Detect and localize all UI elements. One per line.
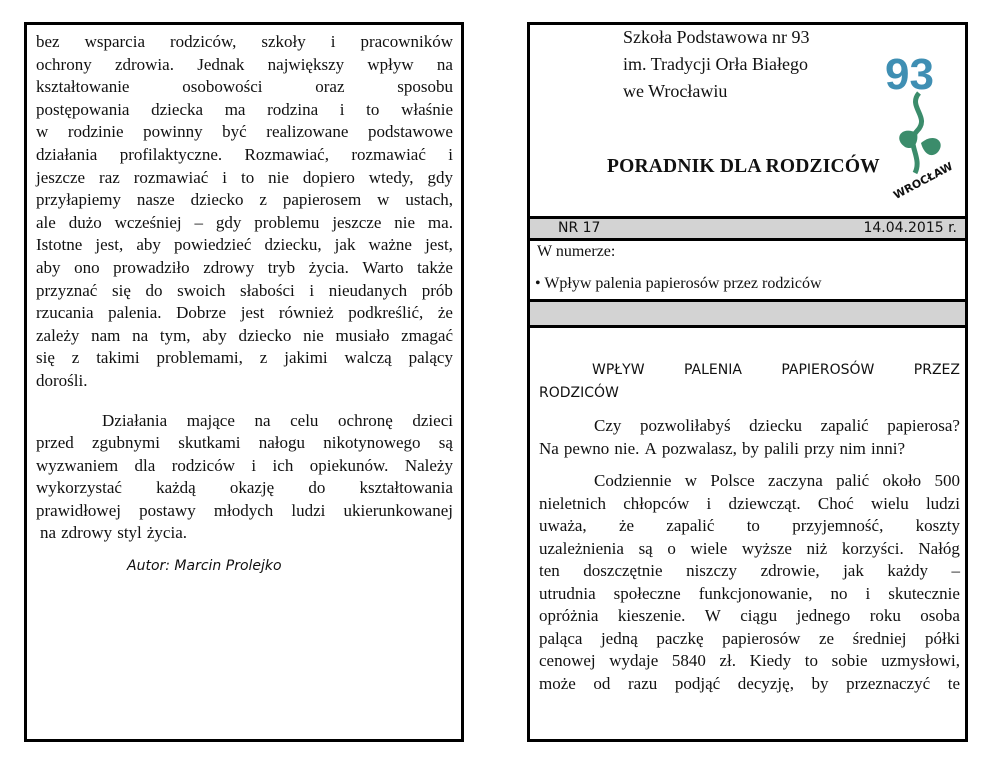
masthead bbox=[530, 25, 965, 219]
issue-bar bbox=[530, 219, 965, 241]
text-line: opróżnia kieszenie. W ciągu jednego roku osoba bbox=[539, 606, 960, 625]
article bbox=[539, 359, 960, 695]
text-line: w rodzinie powinny być realizowane podstawowe bbox=[36, 122, 453, 142]
text-line: ten doszczętnie niszczy zdrowie, jak każdy – bbox=[539, 561, 960, 580]
text-line: działania profilaktyczne. Rozmawiać, rozmawiać i bbox=[36, 144, 453, 164]
author-signature: Autor: Marcin Prolejko bbox=[127, 558, 282, 575]
text-line: przed zgubnymi skutkami nałogu nikotynowego są bbox=[36, 433, 453, 453]
text-line: Istotne jest, aby powiedzieć dziecku, jak ważne jest, bbox=[36, 235, 453, 255]
contents-heading: W numerze: bbox=[537, 243, 616, 260]
paragraph-2 bbox=[36, 410, 453, 546]
separator-bar bbox=[530, 302, 965, 328]
text-line: prawidłowej postawy młodych ludzi ukierunkowanej bbox=[36, 500, 453, 520]
school-name-line: we Wrocławiu bbox=[623, 81, 728, 101]
text-line: paląca jedną paczkę papierosów ze średniej półki bbox=[539, 628, 960, 648]
text-line: kształtowanie osobowości oraz sposobu bbox=[36, 77, 453, 97]
text-line: rzucania palenia. Dobrze jest również podkreślić, że bbox=[36, 303, 453, 323]
text-line: wykorzystać każdą okazję do kształtowania bbox=[36, 478, 453, 498]
text-line: nieletnich chłopców i dziewcząt. Choć wielu ludzi bbox=[539, 493, 960, 513]
school-name-line: Szkoła Podstawowa nr 93 bbox=[623, 27, 810, 47]
text-line: wyzwaniem dla rodziców i ich opiekunów. Należy bbox=[36, 455, 453, 475]
text-line: ochrony zdrowia. Jednak największy wpływ na bbox=[36, 54, 453, 74]
text-line: przyłapiemy nasze dziecko z papierosem w ustach, bbox=[36, 190, 453, 210]
text-line: Na pewno nie. A pozwalasz, by palili przy nim inni? bbox=[539, 438, 905, 458]
article-title-line-2: RODZICÓW bbox=[539, 385, 619, 401]
text-line: na zdrowy styl życia. bbox=[40, 523, 187, 543]
text-line: dorośli. bbox=[36, 370, 88, 390]
text-line: cenowej wydaje 5840 zł. Kiedy to sobie uzmysłowi, bbox=[539, 651, 960, 670]
right-page bbox=[527, 22, 968, 742]
contents-box bbox=[530, 241, 965, 302]
school-name-line: im. Tradycji Orła Białego bbox=[623, 54, 808, 74]
text-line: Działania mające na celu ochronę dzieci bbox=[102, 410, 453, 430]
left-page bbox=[24, 22, 464, 742]
text-line: Codziennie w Polsce zaczyna palić około 500 bbox=[594, 471, 960, 490]
logo-number: 93 bbox=[885, 50, 934, 99]
text-line: może od razu podjąć decyzję, by przeznaczyć te bbox=[539, 673, 960, 693]
text-line: uzależnienia są o wiele wyższe niż korzyści. Nałóg bbox=[539, 538, 960, 558]
issue-number: NR 17 bbox=[558, 220, 601, 236]
flower-logo-icon bbox=[879, 47, 961, 207]
article-paragraph-2 bbox=[539, 470, 960, 695]
text-line: ale dużo wcześniej – gdy problemu jeszcze nie ma. bbox=[36, 212, 453, 232]
text-line: przyznać się do swoich słabości i nieudanych prób bbox=[36, 280, 453, 300]
contents-item: • Wpływ palenia papierosów przez rodziców bbox=[535, 275, 822, 292]
text-line: aby ono prowadziło zdrowy tryb życia. Warto także bbox=[36, 257, 453, 277]
newsletter-title: PORADNIK DLA RODZICÓW bbox=[607, 156, 880, 177]
text-line: uważa, że zapalić to przyjemność, koszty bbox=[539, 516, 960, 535]
text-line: Czy pozwoliłabyś dziecku zapalić papierosa? bbox=[594, 416, 960, 435]
paragraph-1 bbox=[36, 31, 453, 393]
article-title: WPŁYW PALENIA PAPIEROSÓW PRZEZ bbox=[592, 362, 960, 378]
text-line: jeszcze raz rozmawiać i to nie dopiero wtedy, gdy bbox=[36, 167, 453, 187]
text-line: się z takimi problemami, z jakimi walczą palący bbox=[36, 348, 453, 368]
logo-city: WROCŁAW bbox=[891, 159, 956, 202]
issue-date: 14.04.2015 r. bbox=[863, 220, 957, 236]
text-line: bez wsparcia rodziców, szkoły i pracowników bbox=[36, 32, 453, 51]
text-line: zależy nam na tym, aby dziecko nie musiało zmagać bbox=[36, 325, 453, 345]
text-line: utrudnia społeczne funkcjonowanie, no i skutecznie bbox=[539, 583, 960, 603]
text-line: postępowania dziecka ma rodzina i to właśnie bbox=[36, 99, 453, 119]
article-paragraph-1 bbox=[539, 415, 960, 460]
